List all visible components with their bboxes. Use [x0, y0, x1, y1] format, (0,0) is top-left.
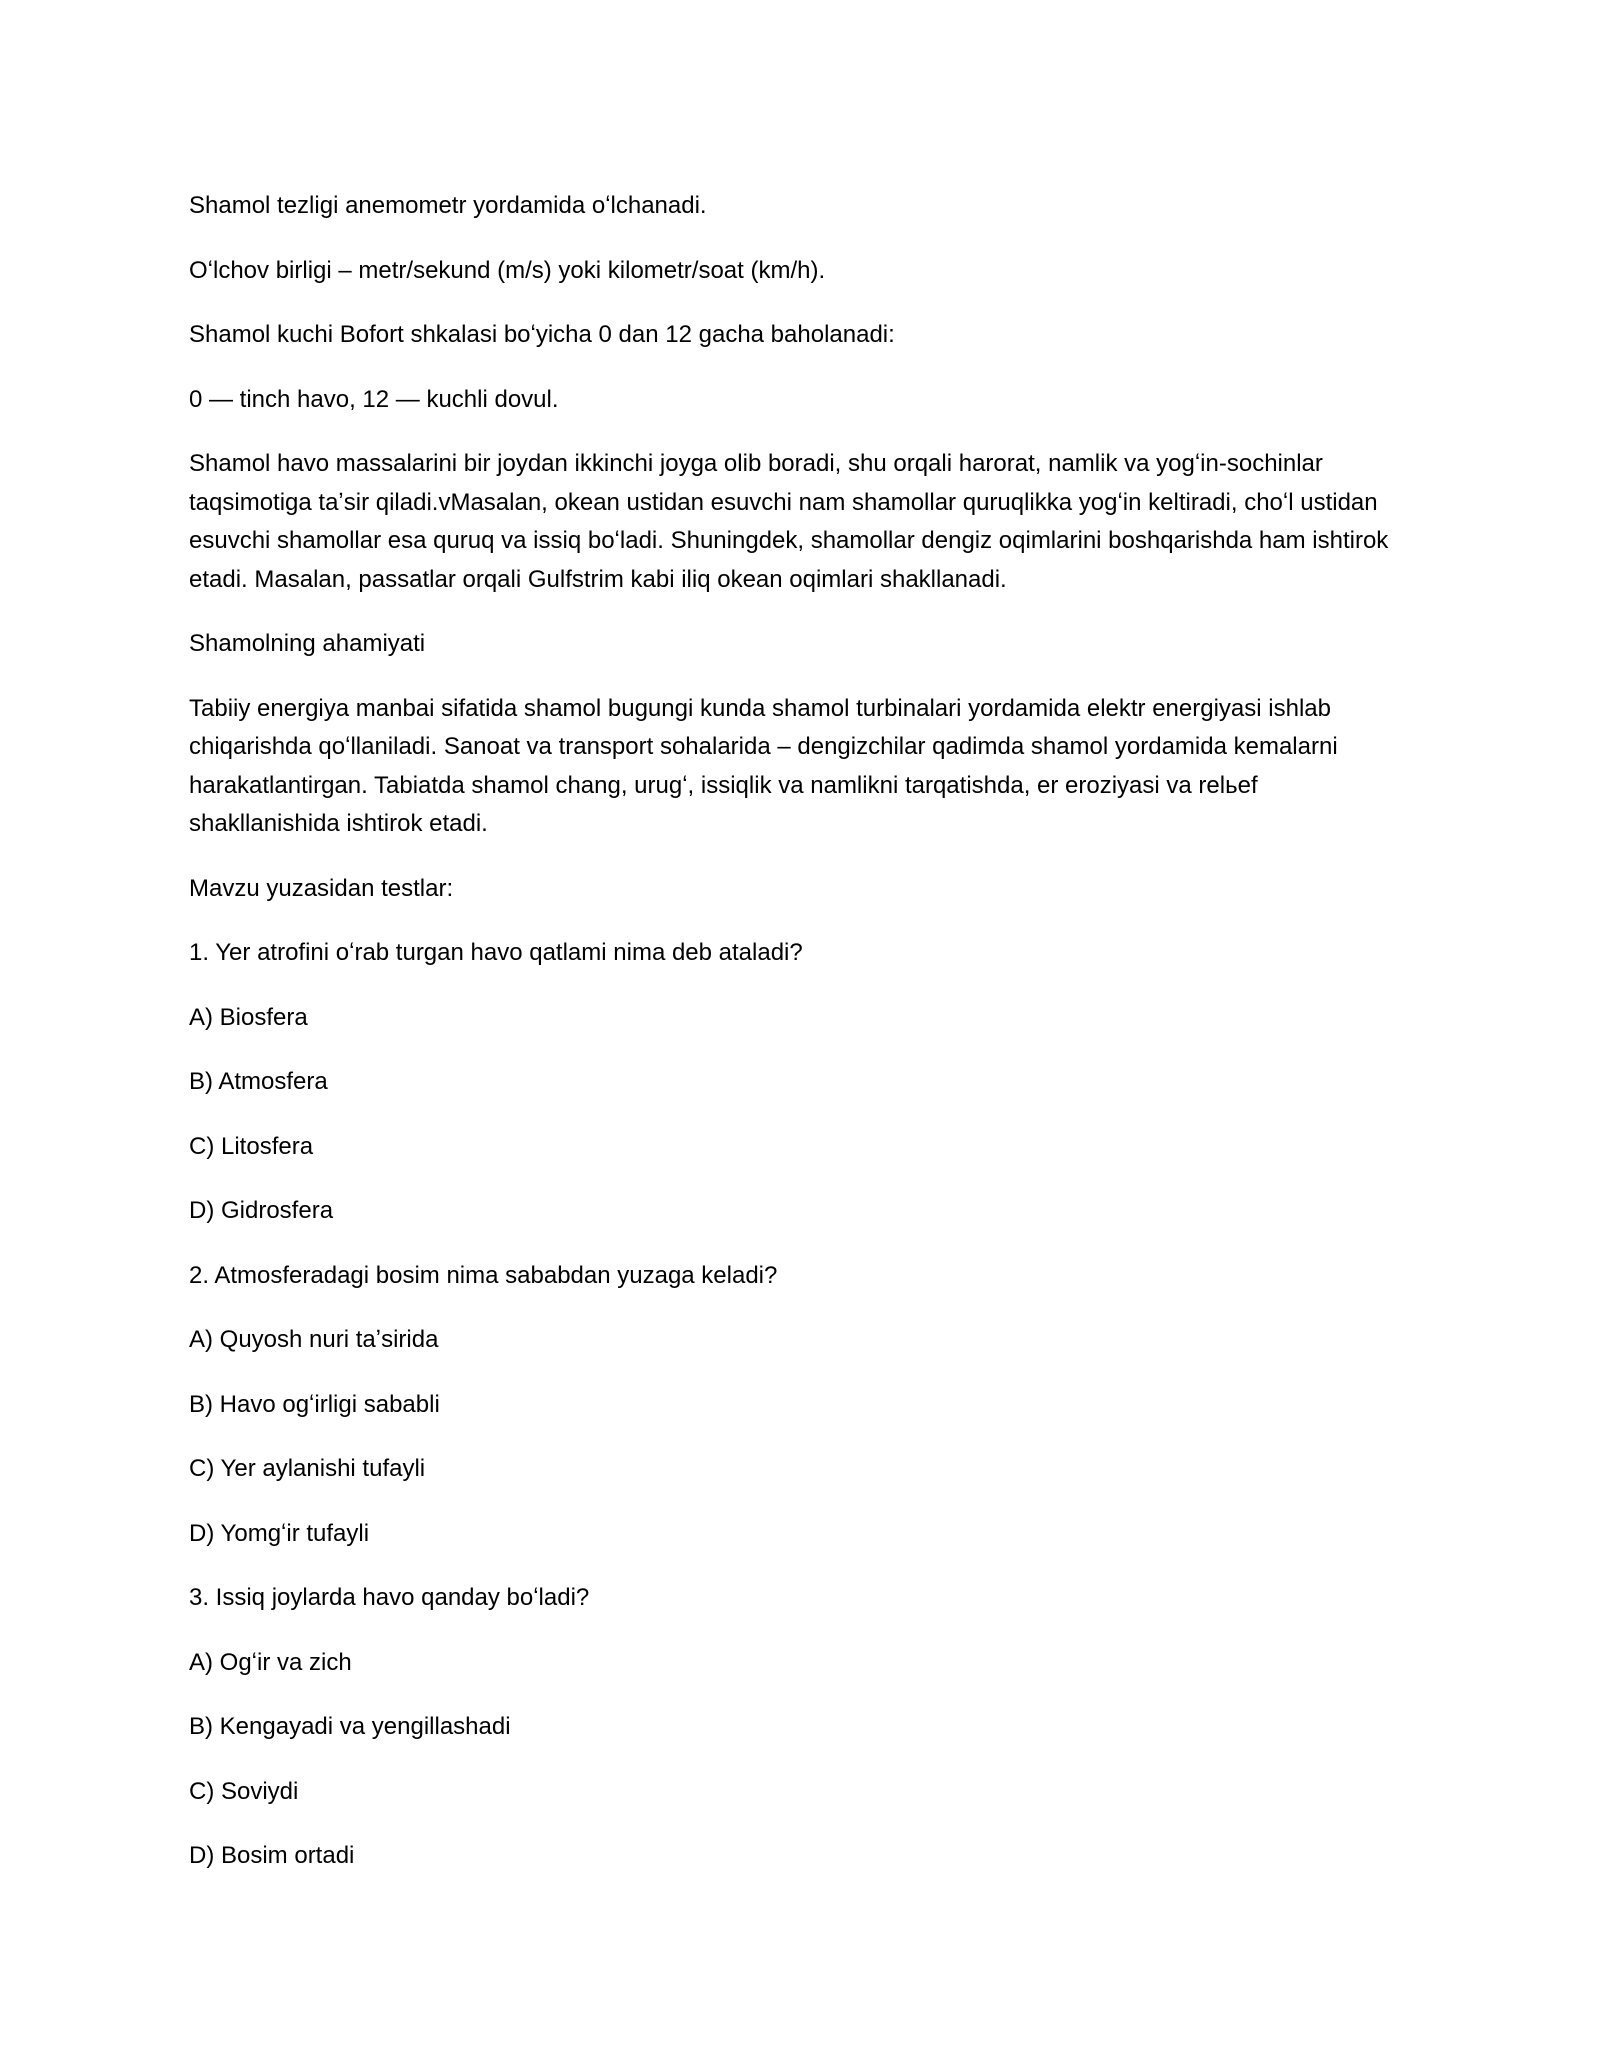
- paragraph-air-masses: Shamol havo massalarini bir joydan ikkinchi joyga olib boradi, shu orqali harorat, namlik va yogʻin-sochinlar taqsimotiga taʼsir qiladi.vMasalan, okean ustidan esuvchi nam shamollar quruqlikka yogʻin keltiradi, choʻl ustidan esuvchi shamollar esa quruq va issiq boʻladi. Shuningdek, shamollar dengiz oqimlarini boshqarishda ham ishtirok etadi. Masalan, passatlar orqali Gulfstrim kabi iliq okean oqimlari shakllanadi.: [189, 450, 1389, 593]
- question-2-option-b: B) Havo ogʻirligi sababli: [189, 1390, 440, 1418]
- question-1: 1. Yer atrofini oʻrab turgan havo qatlami nima deb ataladi?: [189, 939, 803, 966]
- question-3-option-a: A) Ogʻir va zich: [189, 1648, 352, 1676]
- question-3-option-d: D) Bosim ortadi: [189, 1842, 355, 1869]
- document-body: [189, 187, 1411, 1902]
- section-heading-tests: Mavzu yuzasidan testlar:: [189, 874, 454, 902]
- question-3: 3. Issiq joylarda havo qanday boʻladi?: [189, 1584, 590, 1611]
- question-1-option-a: A) Biosfera: [189, 1003, 308, 1031]
- paragraph-beaufort: Shamol kuchi Bofort shkalasi boʻyicha 0 dan 12 gacha baholanadi:: [189, 321, 895, 348]
- paragraph-units: Oʻlchov birligi – metr/sekund (m/s) yoki kilometr/soat (km/h).: [189, 256, 826, 284]
- question-1-option-d: D) Gidrosfera: [189, 1197, 334, 1224]
- question-2-option-c: C) Yer aylanishi tufayli: [189, 1455, 426, 1482]
- question-2-option-d: D) Yomgʻir tufayli: [189, 1519, 370, 1547]
- section-heading-importance: Shamolning ahamiyati: [189, 630, 426, 657]
- question-3-option-b: B) Kengayadi va yengillashadi: [189, 1713, 511, 1740]
- question-2: 2. Atmosferadagi bosim nima sababdan yuzaga keladi?: [189, 1261, 778, 1289]
- question-2-option-a: A) Quyosh nuri taʼsirida: [189, 1326, 439, 1353]
- paragraph-scale-range: 0 — tinch havo, 12 — kuchli dovul.: [189, 385, 559, 413]
- paragraph-energy: Tabiiy energiya manbai sifatida shamol bugungi kunda shamol turbinalari yordamida elektr energiyasi ishlab chiqarishda qoʻllaniladi. Sanoat va transport sohalarida – dengizchilar qadimda shamol yordamida kemalarni harakatlantirgan. Tabiatda shamol chang, urugʻ, issiqlik va namlikni tarqatishda, er eroziyasi va relьef shakllanishida ishtirok etadi.: [189, 694, 1338, 837]
- question-1-option-c: C) Litosfera: [189, 1132, 314, 1160]
- paragraph-wind-speed: Shamol tezligi anemometr yordamida oʻlchanadi.: [189, 192, 707, 219]
- question-1-option-b: B) Atmosfera: [189, 1068, 328, 1095]
- question-3-option-c: C) Soviydi: [189, 1777, 299, 1805]
